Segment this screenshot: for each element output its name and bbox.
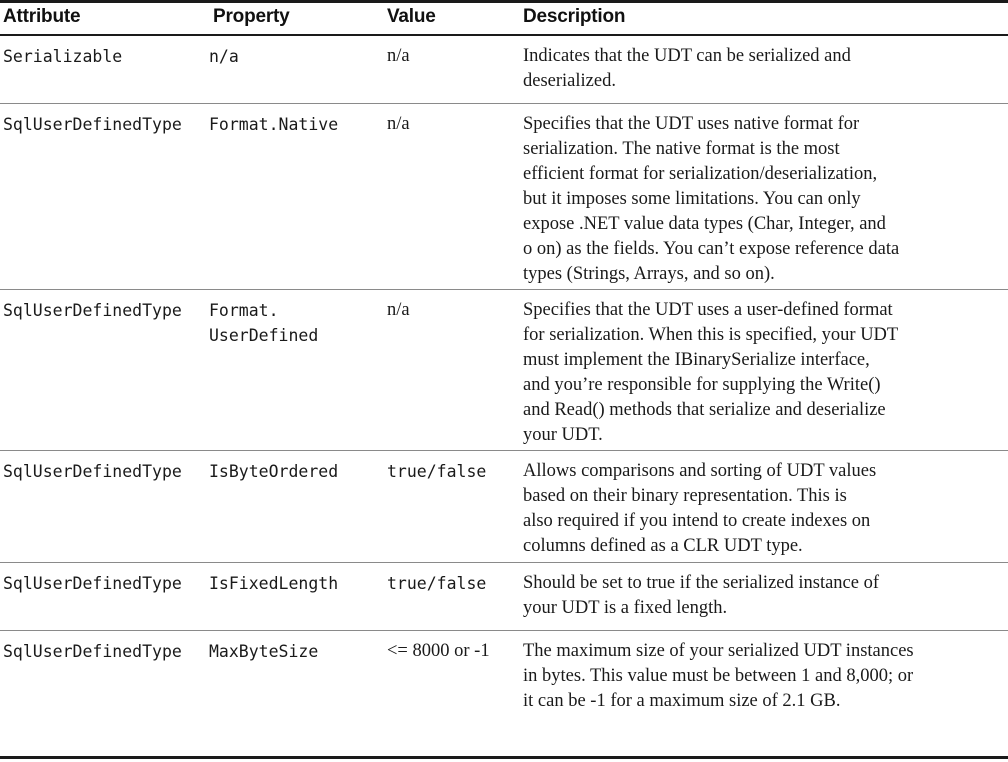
cell-value: n/a [387, 300, 410, 320]
cell-description: Should be set to true if the serialized instance of your UDT is a fixed length. [523, 573, 880, 618]
cell-property: MaxByteSize [209, 642, 319, 661]
cell-value: n/a [387, 46, 410, 66]
cell-attribute: SqlUserDefinedType [3, 115, 182, 134]
cell-description: Allows comparisons and sorting of UDT values based on their binary representation. This is also required if you intend to create indexes on columns defined as a CLR UDT type. [523, 461, 877, 556]
cell-description: The maximum size of your serialized UDT instances in bytes. This value must be between 1 and 8,000; or it can be -1 for a maximum size of 2.1 GB. [523, 641, 914, 711]
cell-description: Specifies that the UDT uses native format for serialization. The native format is the most efficient format for serialization/deserialization, but it imposes some limitations. You can only expose .NET value data types (Char, Integer, and o on) as the fields. You can’t expose reference data types (Strings, Arrays, and so on). [523, 114, 900, 284]
header-description: Description [523, 6, 626, 27]
cell-property: Format.Native [209, 115, 339, 134]
row-separator [0, 630, 1008, 631]
row-separator [0, 450, 1008, 451]
cell-property: Format. UserDefined [209, 301, 319, 345]
cell-property: IsByteOrdered [209, 462, 339, 481]
cell-description: Specifies that the UDT uses a user-defined format for serialization. When this is specified, your UDT must implement the IBinarySerialize interface, and you’re responsible for supplying the Write() and Read() methods that serialize and deserialize your UDT. [523, 300, 899, 445]
header-value: Value [387, 6, 436, 27]
cell-attribute: SqlUserDefinedType [3, 574, 182, 593]
cell-value: true/false [387, 462, 487, 481]
cell-property: IsFixedLength [209, 574, 339, 593]
table-bottom-rule [0, 756, 1008, 759]
cell-attribute: SqlUserDefinedType [3, 642, 182, 661]
cell-value: n/a [387, 114, 410, 134]
header-rule [0, 34, 1008, 36]
cell-attribute: SqlUserDefinedType [3, 462, 182, 481]
table-top-rule [0, 0, 1008, 3]
cell-value: <= 8000 or -1 [387, 641, 490, 661]
header-attribute: Attribute [3, 6, 81, 27]
row-separator [0, 103, 1008, 104]
cell-value: true/false [387, 574, 487, 593]
row-separator [0, 289, 1008, 290]
row-separator [0, 562, 1008, 563]
cell-attribute: SqlUserDefinedType [3, 301, 182, 320]
cell-property: n/a [209, 47, 239, 66]
cell-attribute: Serializable [3, 47, 123, 66]
header-property: Property [213, 6, 290, 27]
cell-description: Indicates that the UDT can be serialized and deserialized. [523, 46, 851, 91]
